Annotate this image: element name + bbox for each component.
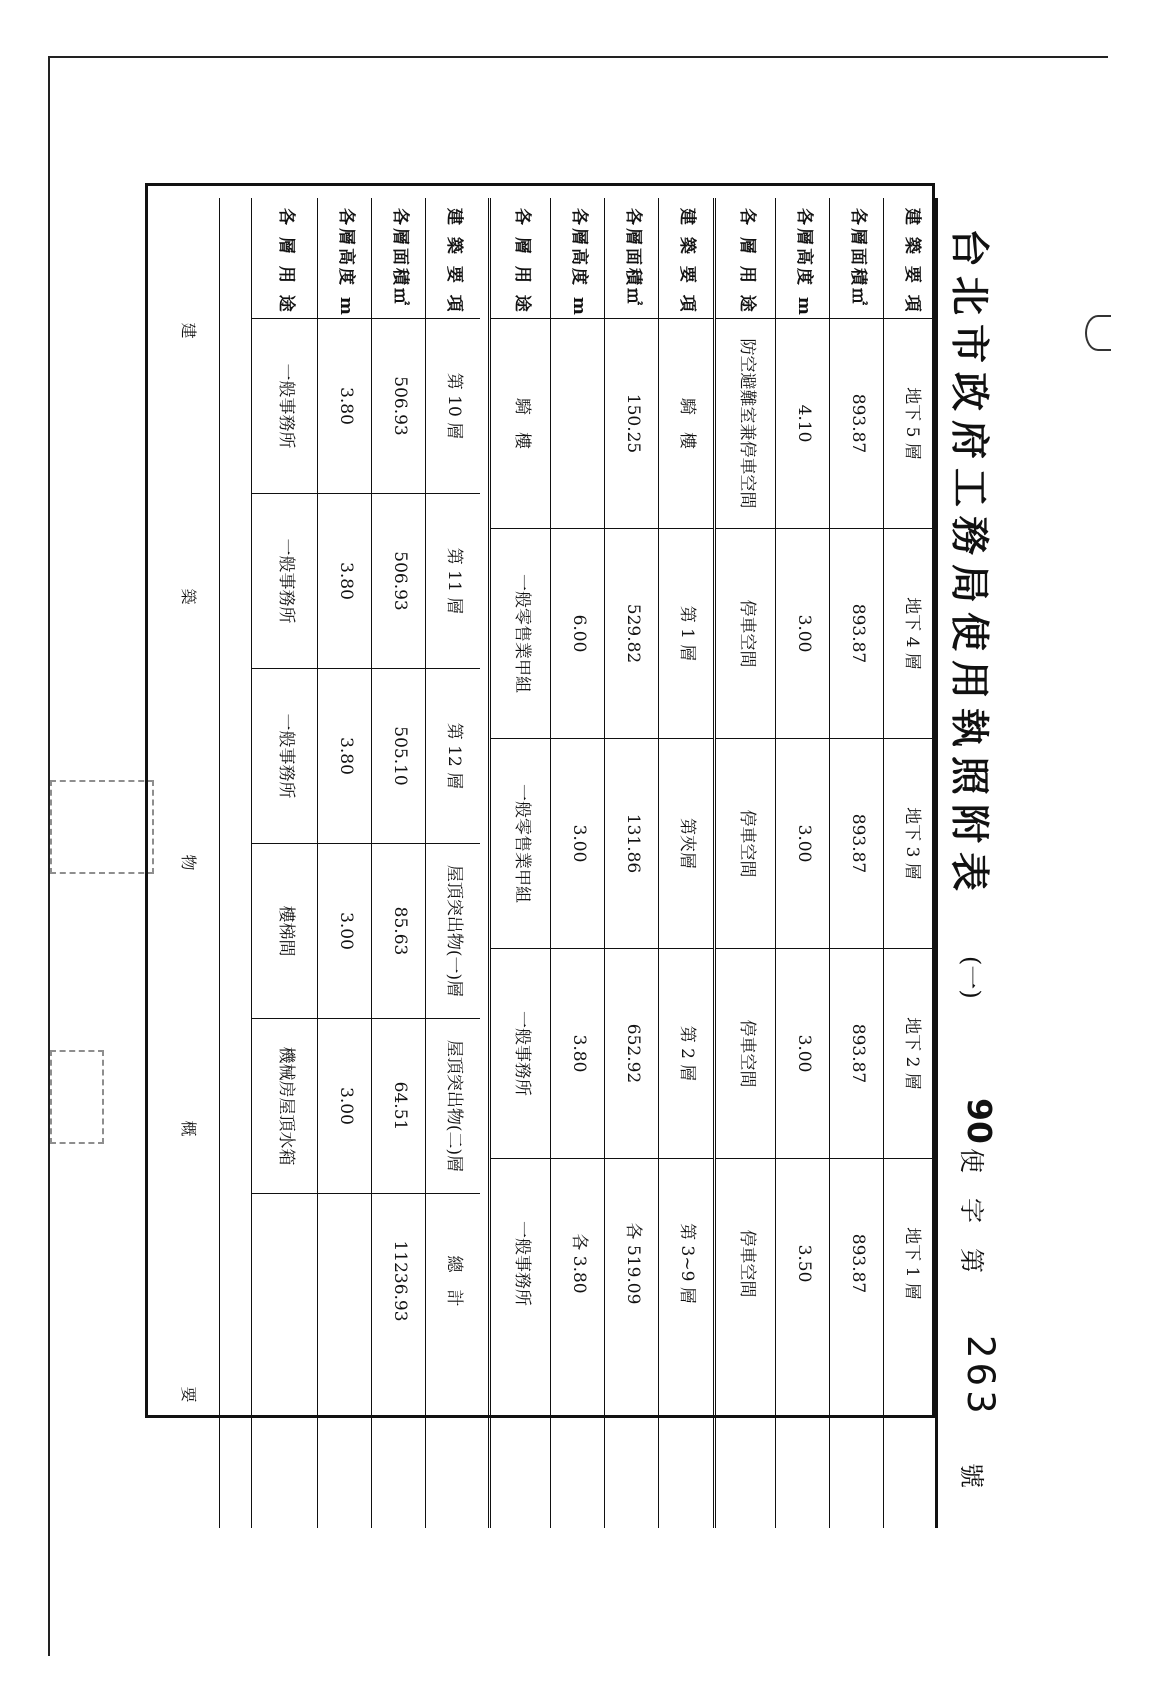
cell: 一般事務所 bbox=[252, 493, 318, 668]
cell: 地下 2 層 bbox=[884, 948, 938, 1158]
cell: 一般事務所 bbox=[252, 318, 318, 493]
seal-stamp-2 bbox=[50, 1050, 104, 1144]
table-row bbox=[604, 198, 659, 1528]
cell: 3.00 bbox=[776, 738, 830, 948]
cell: 4.10 bbox=[776, 318, 830, 528]
seal-stamp-1 bbox=[50, 780, 154, 874]
char-zi: 字 bbox=[957, 1198, 986, 1224]
side-label-char: 物 bbox=[179, 854, 198, 872]
row-label: 各層面積㎡ bbox=[622, 208, 643, 308]
cell: 停車空間 bbox=[716, 948, 776, 1158]
cell: 3.00 bbox=[776, 528, 830, 738]
table-row bbox=[550, 198, 605, 1528]
row-label: 各 層 用 途 bbox=[275, 208, 296, 315]
cell: 893.87 bbox=[830, 528, 884, 738]
cell: 停車空間 bbox=[716, 738, 776, 948]
cell: 一般零售業甲組 bbox=[491, 528, 551, 738]
table-row bbox=[775, 198, 830, 1528]
row-label: 建 築 要 項 bbox=[901, 208, 922, 315]
row-label: 各層高度 m bbox=[568, 208, 589, 318]
side-label-char: 要 bbox=[179, 1386, 198, 1404]
row-label: 各層面積㎡ bbox=[389, 208, 410, 308]
scan-top-edge bbox=[48, 56, 1108, 58]
side-label-row bbox=[178, 198, 201, 1528]
rotated-sheet bbox=[162, 198, 1010, 1528]
table-row bbox=[371, 198, 426, 1528]
title-sub: (一) bbox=[957, 956, 985, 999]
section-basement bbox=[736, 198, 938, 1528]
cell: 3.00 bbox=[551, 738, 605, 948]
cell: 騎 樓 bbox=[659, 318, 713, 528]
cell: 第夾層 bbox=[659, 738, 713, 948]
cell: 第 3~9 層 bbox=[659, 1158, 713, 1368]
cell: 893.87 bbox=[830, 948, 884, 1158]
side-label-char: 概 bbox=[179, 1120, 198, 1138]
side-label-char: 築 bbox=[179, 588, 198, 606]
cell: 屋頂突出物(一)層 bbox=[426, 843, 480, 1018]
cell bbox=[318, 1193, 372, 1368]
cell: 6.00 bbox=[551, 528, 605, 738]
table-row bbox=[251, 198, 318, 1528]
cell: 3.50 bbox=[776, 1158, 830, 1368]
cell: 各 519.09 bbox=[605, 1158, 659, 1368]
section-upper-floors bbox=[250, 198, 480, 1528]
document-title: 台北市政府工務局使用執照附表 bbox=[946, 228, 992, 901]
cell: 3.00 bbox=[318, 843, 372, 1018]
cell: 529.82 bbox=[605, 528, 659, 738]
cell: 地下 3 層 bbox=[884, 738, 938, 948]
char-hao: 號 bbox=[957, 1463, 986, 1489]
row-label: 各 層 用 途 bbox=[736, 208, 757, 315]
cell: 3.00 bbox=[776, 948, 830, 1158]
table-row bbox=[317, 198, 372, 1528]
table-row bbox=[883, 198, 938, 1528]
cell: 地下 1 層 bbox=[884, 1158, 938, 1368]
side-label-char: 建 bbox=[179, 322, 198, 340]
title-row bbox=[935, 198, 1010, 1528]
cell: 506.93 bbox=[372, 493, 426, 668]
cell: 893.87 bbox=[830, 318, 884, 528]
cell: 停車空間 bbox=[716, 528, 776, 738]
cell: 第 11 層 bbox=[426, 493, 480, 668]
cell: 第 10 層 bbox=[426, 318, 480, 493]
cell: 11236.93 bbox=[372, 1193, 426, 1368]
cell: 防空避難室兼停車空間 bbox=[716, 318, 776, 528]
cell: 騎 樓 bbox=[491, 318, 551, 528]
char-shi: 使 bbox=[957, 1148, 986, 1174]
row-label: 各層高度 m bbox=[793, 208, 814, 318]
cell: 一般事務所 bbox=[491, 1158, 551, 1368]
cell: 3.80 bbox=[318, 668, 372, 843]
table-row bbox=[488, 198, 551, 1528]
cell: 總 計 bbox=[426, 1193, 480, 1368]
cell: 地下 5 層 bbox=[884, 318, 938, 528]
cell: 第 1 層 bbox=[659, 528, 713, 738]
cell: 一般零售業甲組 bbox=[491, 738, 551, 948]
cell: 屋頂突出物(二)層 bbox=[426, 1018, 480, 1193]
char-di: 第 bbox=[957, 1248, 986, 1274]
cell: 第 12 層 bbox=[426, 668, 480, 843]
hole-punch-mark bbox=[1085, 315, 1111, 351]
cell: 131.86 bbox=[605, 738, 659, 948]
cell: 第 2 層 bbox=[659, 948, 713, 1158]
cell: 64.51 bbox=[372, 1018, 426, 1193]
table-row bbox=[829, 198, 884, 1528]
cell: 3.80 bbox=[318, 493, 372, 668]
cell: 85.63 bbox=[372, 843, 426, 1018]
cell: 150.25 bbox=[605, 318, 659, 528]
cell: 停車空間 bbox=[716, 1158, 776, 1368]
cell: 樓梯間 bbox=[252, 843, 318, 1018]
cell: 機械房屋頂水箱 bbox=[252, 1018, 318, 1193]
row-label: 建 築 要 項 bbox=[443, 208, 464, 315]
cell: 一般事務所 bbox=[252, 668, 318, 843]
license-number: 263 bbox=[959, 1335, 1002, 1418]
cell: 各 3.80 bbox=[551, 1158, 605, 1368]
cell: 893.87 bbox=[830, 738, 884, 948]
side-label-band bbox=[161, 198, 220, 1528]
row-label: 各層高度 m bbox=[335, 208, 356, 318]
cell: 652.92 bbox=[605, 948, 659, 1158]
table-row bbox=[658, 198, 713, 1528]
year-number: 90 bbox=[960, 1098, 999, 1144]
row-label: 各 層 用 途 bbox=[511, 208, 532, 315]
cell: 3.00 bbox=[318, 1018, 372, 1193]
cell bbox=[551, 318, 605, 528]
section-lower-floors bbox=[497, 198, 713, 1528]
cell: 505.10 bbox=[372, 668, 426, 843]
cell bbox=[252, 1193, 318, 1368]
cell: 地下 4 層 bbox=[884, 528, 938, 738]
cell: 一般事務所 bbox=[491, 948, 551, 1158]
row-label: 各層面積㎡ bbox=[847, 208, 868, 308]
table-row bbox=[425, 198, 480, 1528]
row-label: 建 築 要 項 bbox=[676, 208, 697, 315]
cell: 3.80 bbox=[318, 318, 372, 493]
cell: 893.87 bbox=[830, 1158, 884, 1368]
cell: 3.80 bbox=[551, 948, 605, 1158]
table-row bbox=[713, 198, 776, 1528]
cell: 506.93 bbox=[372, 318, 426, 493]
